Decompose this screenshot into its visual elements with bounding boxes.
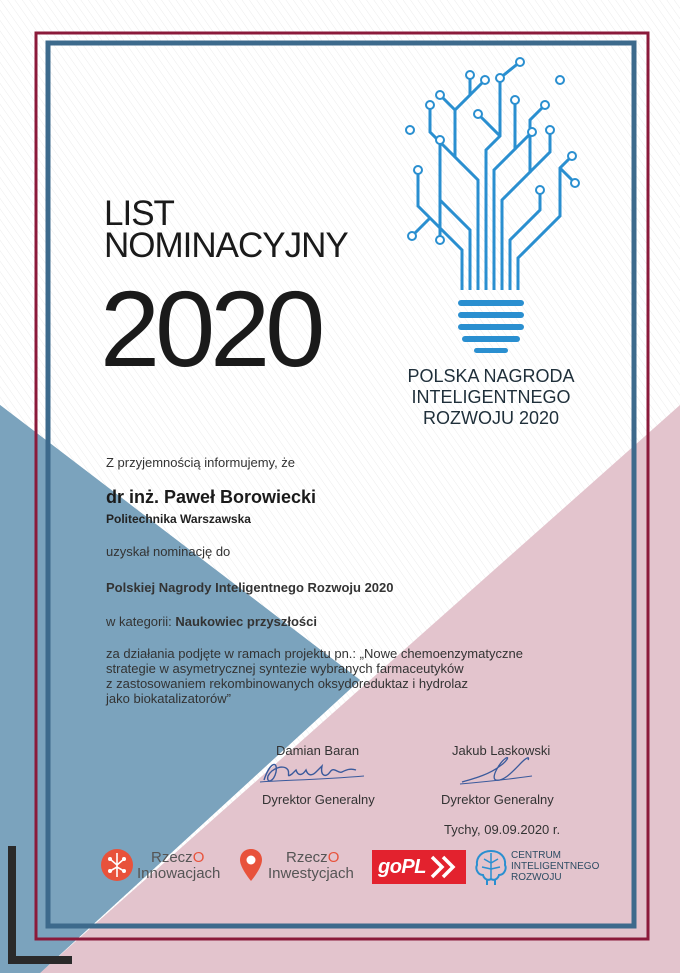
signatory-1-name: Damian Baran [276, 743, 360, 758]
project-line-1: za działania podjęte w ramach projektu pn.: „Nowe chemoenzymatyczne [106, 646, 523, 661]
cir-line-3: ROZWOJU [511, 872, 562, 883]
logo-rzecz-innowacjach [137, 850, 220, 882]
category-line [106, 614, 317, 629]
logo-cir [511, 850, 599, 883]
award-line-1: POLSKA NAGRODA [407, 366, 575, 386]
category-prefix: w kategorii: [106, 614, 176, 629]
double-chevron-icon [428, 853, 460, 881]
project-line-3: z zastosowaniem rekombinowanych oksydoreduktaz i hydrolaz [106, 676, 469, 691]
nomination-text: uzyskał nominację do [106, 544, 231, 559]
cir-line-2: INTELIGENTNEGO [511, 861, 600, 872]
logo2-accent: O [327, 849, 340, 866]
signature-1 [256, 754, 368, 788]
logo-gopl [372, 850, 466, 884]
gopl-text: goPL [378, 855, 426, 878]
category-name: Naukowiec przyszłości [175, 614, 317, 629]
nominee-institution: Politechnika Warszawska [106, 512, 251, 526]
circuit-circle-icon [100, 847, 134, 883]
logo1-part1: Rzecz [151, 849, 193, 866]
intro-text: Z przyjemnością informujemy, że [106, 455, 296, 470]
award-name [378, 366, 604, 429]
logo1-part2: Innowacjach [137, 865, 221, 882]
map-pin-icon [238, 847, 264, 883]
award-line-3: ROZWOJU 2020 [422, 408, 560, 428]
title-line-1: LIST [104, 194, 174, 233]
title-line-2: NOMINACYJNY [104, 226, 348, 265]
prize-name: Polskiej Nagrody Inteligentnego Rozwoju 2020 [106, 580, 394, 595]
logo1-accent: O [192, 849, 205, 866]
signatory-2-role: Dyrektor Generalny [441, 792, 554, 807]
project-description [106, 646, 606, 706]
cir-line-1: CENTRUM [511, 850, 561, 861]
signatory-1-role: Dyrektor Generalny [262, 792, 375, 807]
project-line-2: strategie w asymetrycznej syntezie wybranych farmaceutyków [106, 661, 464, 676]
nominee-name: dr inż. Paweł Borowiecki [106, 487, 317, 507]
place-date: Tychy, 09.09.2020 r. [444, 822, 561, 837]
project-line-4: jako biokatalizatorów” [106, 691, 232, 706]
logo-rzecz-inwestycjach [268, 850, 354, 882]
logo2-part2: Inwestycjach [268, 865, 354, 882]
title-year: 2020 [100, 268, 321, 389]
brain-circuit-icon [472, 847, 510, 887]
logo2-part1: Rzecz [286, 849, 328, 866]
award-line-2: INTELIGENTNEGO [411, 387, 571, 407]
signatory-2-name: Jakub Laskowski [452, 743, 551, 758]
signature-2 [456, 752, 536, 788]
